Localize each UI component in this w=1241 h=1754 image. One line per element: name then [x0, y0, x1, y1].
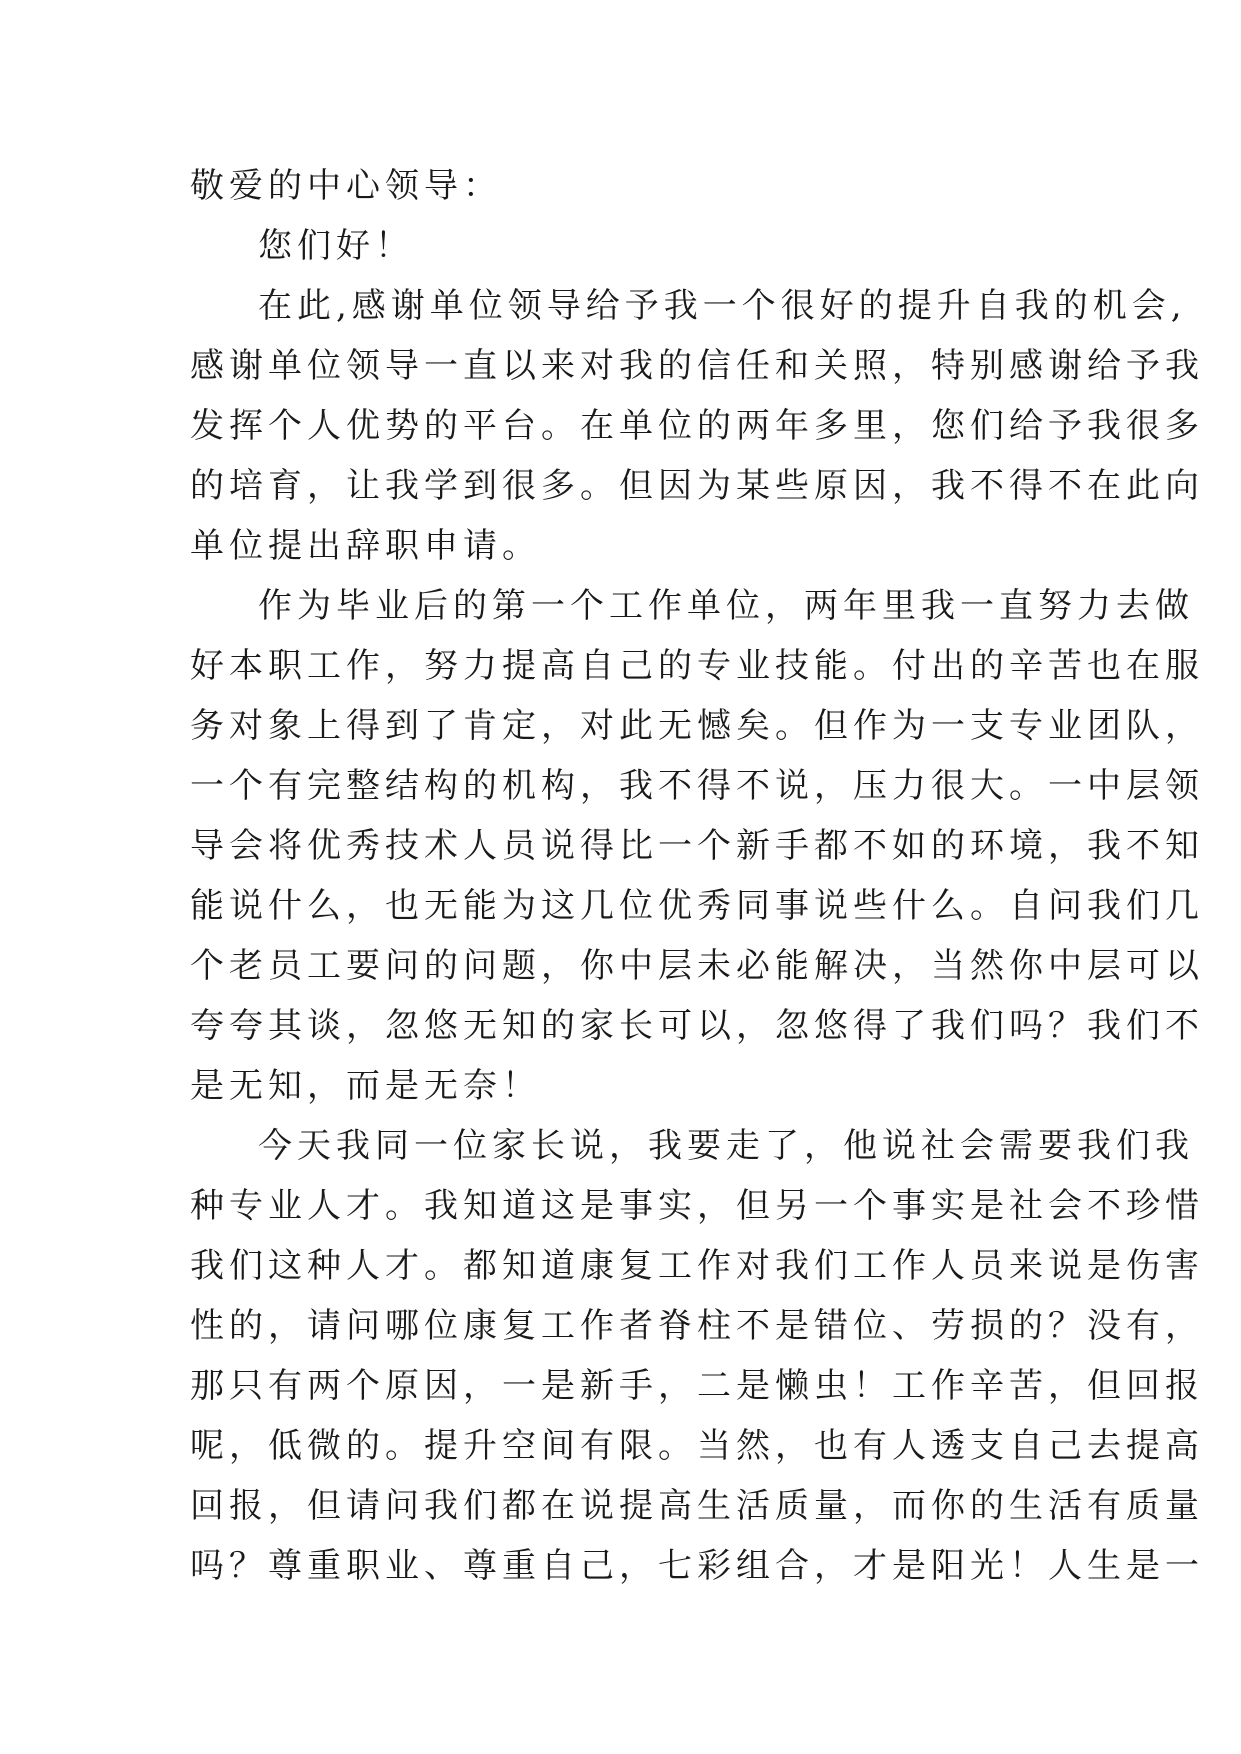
paragraph-2-line: 务对象上得到了肯定，对此无憾矣。但作为一支专业团队，: [190, 706, 1204, 746]
paragraph-3-line: 今天我同一位家长说，我要走了，他说社会需要我们我: [258, 1126, 1194, 1166]
letter-body: [190, 156, 1204, 1596]
paragraph-3-line: 呢，低微的。提升空间有限。当然，也有人透支自己去提高: [190, 1426, 1204, 1466]
paragraph-2-line: 好本职工作，努力提高自己的专业技能。付出的辛苦也在服: [190, 646, 1204, 686]
paragraph-2-line: 个老员工要问的问题，你中层未必能解决，当然你中层可以: [190, 946, 1204, 986]
paragraph-3-line: 性的，请问哪位康复工作者脊柱不是错位、劳损的？没有，: [190, 1306, 1204, 1346]
paragraph-3-line: 吗？尊重职业、尊重自己，七彩组合，才是阳光！人生是一: [190, 1546, 1204, 1586]
salutation: 敬爱的中心领导：: [190, 166, 502, 206]
paragraph-1-line: 感谢单位领导一直以来对我的信任和关照，特别感谢给予我: [190, 346, 1204, 386]
paragraph-1-line: 的培育，让我学到很多。但因为某些原因，我不得不在此向: [190, 466, 1204, 506]
greeting: 您们好！: [258, 226, 414, 266]
paragraph-3-line: 回报，但请问我们都在说提高生活质量，而你的生活有质量: [190, 1486, 1204, 1526]
paragraph-3-line: 那只有两个原因，一是新手，二是懒虫！工作辛苦，但回报: [190, 1366, 1204, 1406]
paragraph-2-line: 导会将优秀技术人员说得比一个新手都不如的环境，我不知: [190, 826, 1204, 866]
paragraph-1-line: 在此,感谢单位领导给予我一个很好的提升自我的机会,: [258, 286, 1187, 326]
paragraph-2-line: 一个有完整结构的机构，我不得不说，压力很大。一中层领: [190, 766, 1204, 806]
paragraph-2-line: 是无知，而是无奈！: [190, 1066, 541, 1106]
paragraph-2-line: 能说什么，也无能为这几位优秀同事说些什么。自问我们几: [190, 886, 1204, 926]
paragraph-3-line: 我们这种人才。都知道康复工作对我们工作人员来说是伤害: [190, 1246, 1204, 1286]
paragraph-2-line: 作为毕业后的第一个工作单位，两年里我一直努力去做: [258, 586, 1194, 626]
paragraph-1-line: 发挥个人优势的平台。在单位的两年多里，您们给予我很多: [190, 406, 1204, 446]
paragraph-2-line: 夸夸其谈，忽悠无知的家长可以，忽悠得了我们吗？我们不: [190, 1006, 1204, 1046]
paragraph-1-line: 单位提出辞职申请。: [190, 526, 541, 566]
paragraph-3-line: 种专业人才。我知道这是事实，但另一个事实是社会不珍惜: [190, 1186, 1204, 1226]
